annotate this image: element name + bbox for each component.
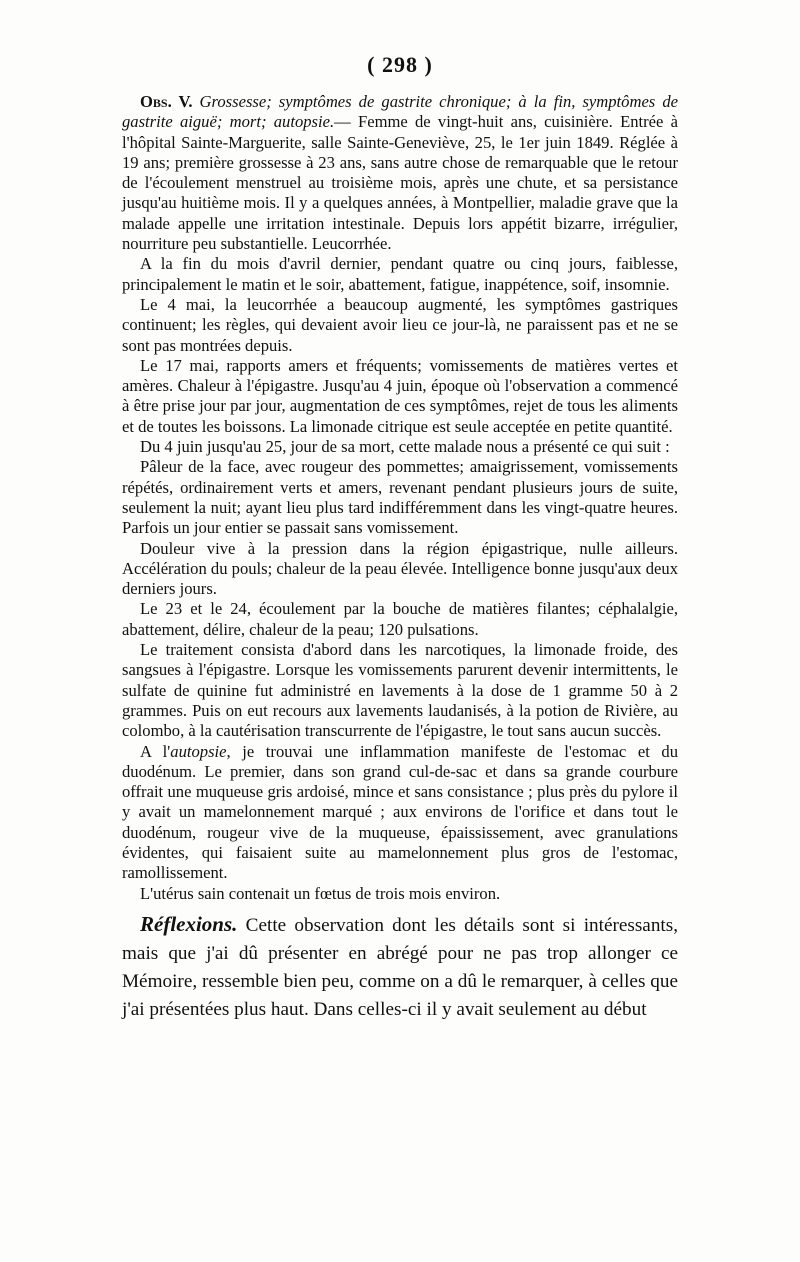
observation-title: Grossesse; symptômes de gastrite chronique; à la fin, symptômes de gastrite aiguë; mort; autopsie. xyxy=(122,92,678,132)
uterus-paragraph: L'utérus sain contenait un fœtus de trois mois environ. xyxy=(140,883,501,903)
paragraph: Le 4 mai, la leucorrhée a beaucoup augmenté, les symptômes gastriques continuent; les règles, qui devaient avoir lieu ce jour-là, ne paraissent pas et ne se sont pas montrées depuis. xyxy=(122,294,678,355)
observation-intro: — Femme de vingt-huit ans, cuisinière. Entrée à l'hôpital Sainte-Marguerite, salle Sainte-Geneviève, 25, le 1er juin 1849. Réglée à 19 ans; première grossesse à 23 ans, sans autre chose de remarquable que le retour de l'écoulement menstruel au troisième mois, après une chute, et sa persistance jusqu'au huitième mois. Il y a quelques années, à Montpellier, maladie grave que la malade appelle une irritation intestinale. Depuis lors appétit bizarre, irrégulier, nourriture peu substantielle. Leucorrhée. xyxy=(122,112,678,254)
reflexions-text: Cette observation dont les détails sont si intéressants, mais que j'ai dû présenter en abrégé pour ne pas trop allonger ce Mémoire, ressemble bien peu, comme on a dû le remarquer, à celles que j'ai présentées plus haut. Dans celles-ci il y avait seulement au début xyxy=(122,914,679,1020)
autopsy-text: , je trouvai une inflammation manifeste de l'estomac et du duodénum. Le premier, dans son grand cul-de-sac et dans sa grande courbure offrait une muqueuse gris ardoisé, mince et sans consistance ; plus près du pylore il y avait un mamelonnement marqué ; aux environs de l'orifice et dans tout le duodénum, rougeur vive de la muqueuse, épaississement, avec granulations évidentes, qui faisaient suite au mamelonnement plus gros de l'estomac, ramollissement. xyxy=(122,741,678,883)
reflexions-block xyxy=(122,910,678,1024)
observation-header xyxy=(122,92,678,254)
observation-label: Obs. V. xyxy=(140,92,193,111)
autopsy-italic: autopsie xyxy=(170,741,227,761)
paragraph: A la fin du mois d'avril dernier, pendant quatre ou cinq jours, faiblesse, principalement le matin et le soir, abattement, fatigue, inappétence, soif, insomnie. xyxy=(122,254,678,294)
reflexions-paragraph xyxy=(122,910,678,1024)
text-column xyxy=(122,92,678,1024)
paragraph: Le traitement consista d'abord dans les narcotiques, la limonade froide, des sangsues à l'épigastre. Lorsque les vomissements parurent devenir intermittents, le sulfate de quinine fut administré en lavements à la dose de 1 gramme 50 à 2 grammes. Puis on eut recours aux lavements laudanisés, à la potion de Rivière, au colombo, à la cautérisation transcurrente de l'épigastre, le tout sans aucun succès. xyxy=(122,640,678,741)
observation-block xyxy=(122,92,678,904)
page-number: ( 298 ) xyxy=(367,52,433,77)
paragraph: Le 23 et le 24, écoulement par la bouche de matières filantes; céphalalgie, abattement, délire, chaleur de la peau; 120 pulsations. xyxy=(122,599,678,639)
paragraph: Douleur vive à la pression dans la région épigastrique, nulle ailleurs. Accélération du pouls; chaleur de la peau élevée. Intelligence bonne jusqu'aux deux derniers jours. xyxy=(122,538,678,599)
paragraph: Du 4 juin jusqu'au 25, jour de sa mort, cette malade nous a présenté ce qui suit : xyxy=(140,437,670,457)
autopsy-prefix: A l' xyxy=(140,741,171,761)
reflexions-label: Réflexions. xyxy=(140,911,238,936)
autopsy-paragraph xyxy=(122,742,678,884)
paragraph: Le 17 mai, rapports amers et fréquents; vomissements de matières vertes et amères. Chaleur à l'épigastre. Jusqu'au 4 juin, époque où l'observation a commencé à être prise jour par jour, augmentation de ces symptômes, rejet de tous les aliments et de toutes les boissons. La limonade citrique est seule acceptée en petite quantité. xyxy=(122,355,678,436)
paragraph: Pâleur de la face, avec rougeur des pommettes; amaigrissement, vomissements répétés, ordinairement verts et amers, revenant pendant plusieurs jours de suite, seulement la nuit; ayant lieu plus tard indifféremment dans les vingt-quatre heures. Parfois un jour entier se passait sans vomissement. xyxy=(122,457,678,538)
